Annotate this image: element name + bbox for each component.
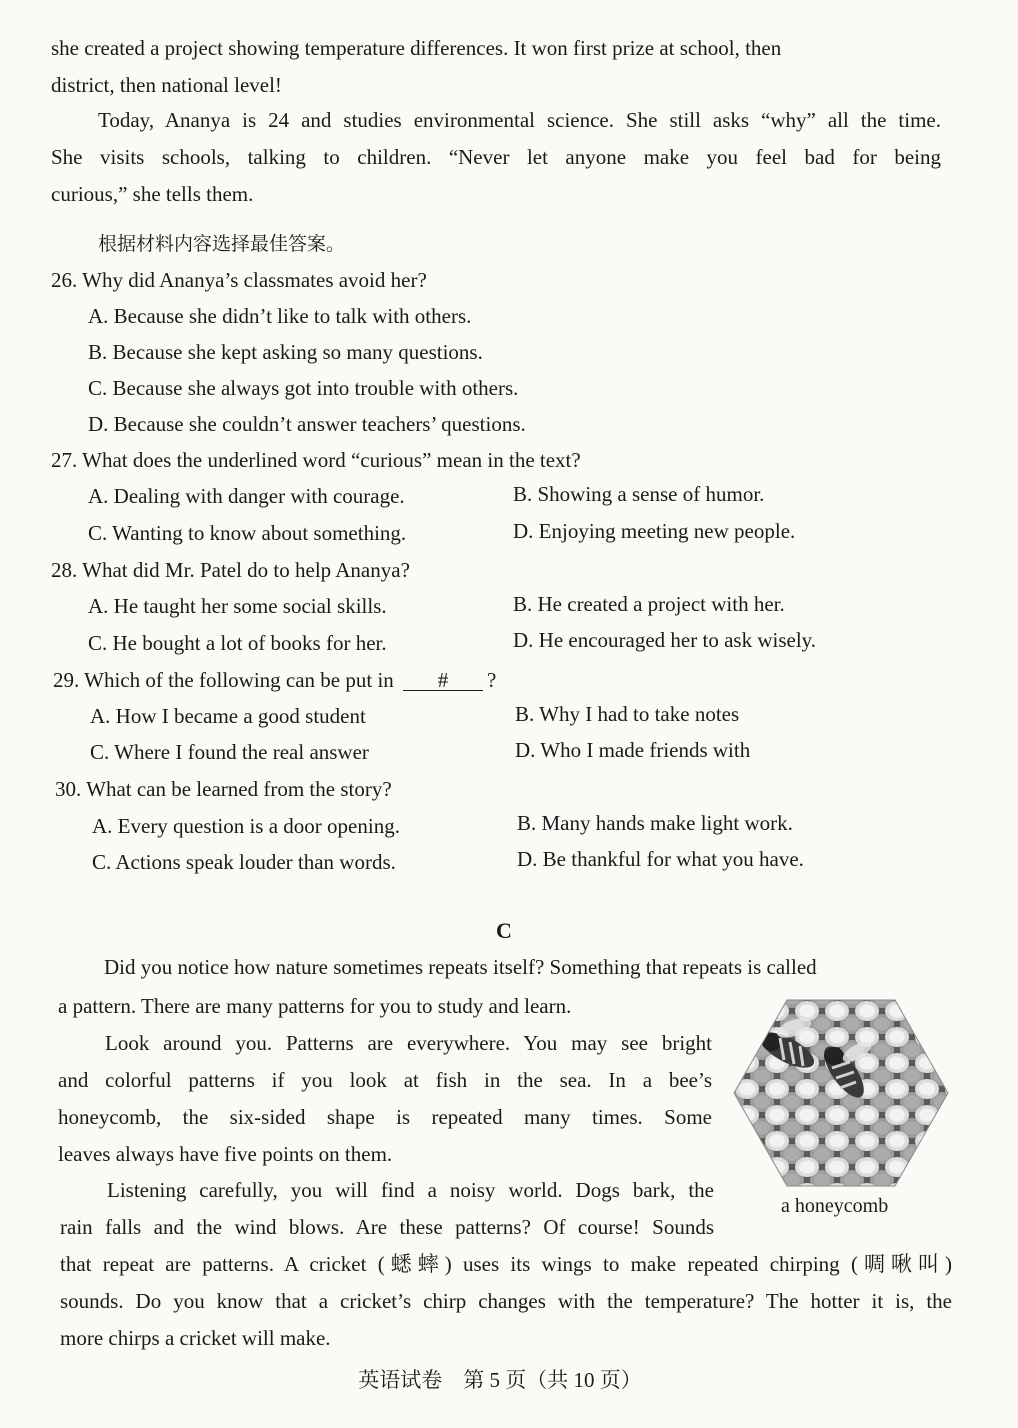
- answer-blank: #: [403, 670, 483, 691]
- text-line: and colorful patterns if you look at fish in the sea. In a bee’s: [58, 1068, 712, 1092]
- question-stem: 30. What can be learned from the story?: [55, 777, 392, 801]
- instruction: 根据材料内容选择最佳答案。: [98, 233, 346, 255]
- question-option: C. Actions speak louder than words.: [92, 850, 396, 874]
- question-stem: 26. Why did Ananya’s classmates avoid her?: [51, 268, 427, 292]
- question-stem: [53, 667, 496, 693]
- question-option: D. Because she couldn’t answer teachers’ questions.: [88, 412, 526, 436]
- honeycomb-image: [732, 998, 950, 1188]
- question-option: A. Because she didn’t like to talk with others.: [88, 304, 472, 328]
- question-option: A. Dealing with danger with courage.: [88, 484, 405, 508]
- text-line: Did you notice how nature sometimes repeats itself? Something that repeats is called: [104, 955, 817, 979]
- text-line: more chirps a cricket will make.: [60, 1326, 331, 1350]
- text-line: she created a project showing temperature differences. It won first prize at school, then: [51, 36, 782, 60]
- passage-b-paragraph-1: [51, 30, 941, 104]
- question-option: C. Because she always got into trouble with others.: [88, 376, 519, 400]
- question-option: B. Showing a sense of humor.: [513, 482, 765, 506]
- text-line: a pattern. There are many patterns for you to study and learn.: [58, 994, 572, 1018]
- text-line: Today, Ananya is 24 and studies environmental science. She still asks “why” all the time.: [98, 108, 941, 132]
- question-option: B. He created a project with her.: [513, 592, 785, 616]
- text-line: rain falls and the wind blows. Are these patterns? Of course! Sounds: [60, 1215, 714, 1239]
- page-footer: 英语试卷 第 5 页（共 10 页）: [358, 1368, 642, 1392]
- question-stem: 28. What did Mr. Patel do to help Ananya?: [51, 558, 410, 582]
- question-option: A. Every question is a door opening.: [92, 814, 400, 838]
- question-stem-end: ?: [487, 668, 497, 692]
- question-option: D. He encouraged her to ask wisely.: [513, 628, 817, 652]
- question-option: D. Be thankful for what you have.: [517, 847, 804, 871]
- section-title: C: [496, 918, 512, 943]
- text-line: Listening carefully, you will find a noisy world. Dogs bark, the: [107, 1178, 714, 1202]
- question-option: D. Enjoying meeting new people.: [513, 519, 796, 543]
- honeycomb-illustration: [732, 998, 950, 1188]
- question-option: B. Because she kept asking so many questions.: [88, 340, 483, 364]
- question-option: C. He bought a lot of books for her.: [88, 631, 387, 655]
- text-line: district, then national level!: [51, 73, 282, 97]
- text-line: that repeat are patterns. A cricket (蟋蟀) uses its wings to make repeated chirping (啁啾叫): [60, 1252, 952, 1276]
- question-option: D. Who I made friends with: [515, 738, 751, 762]
- question-stem: 27. What does the underlined word “curious” mean in the text?: [51, 448, 581, 472]
- text-line: sounds. Do you know that a cricket’s chirp changes with the temperature? The hotter it is, the: [60, 1289, 952, 1313]
- text-line: Look around you. Patterns are everywhere. You may see bright: [105, 1031, 712, 1055]
- question-option: C. Where I found the real answer: [90, 740, 369, 764]
- question-option: A. How I became a good student: [90, 704, 366, 728]
- figure-caption: a honeycomb: [781, 1195, 889, 1217]
- question-option: A. He taught her some social skills.: [88, 594, 387, 618]
- text-line: She visits schools, talking to children. “Never let anyone make you feel bad for being: [51, 145, 941, 169]
- question-option: B. Many hands make light work.: [517, 811, 793, 835]
- passage-b-paragraph-2: [51, 102, 941, 213]
- question-option: B. Why I had to take notes: [515, 702, 740, 726]
- section-c-paragraph-3-cont: [60, 1246, 952, 1357]
- text-line: honeycomb, the six-sided shape is repeated many times. Some: [58, 1105, 712, 1129]
- text-line: curious,” she tells them.: [51, 182, 254, 206]
- question-option: C. Wanting to know about something.: [88, 521, 407, 545]
- question-stem-text: 29. Which of the following can be put in: [53, 668, 394, 692]
- section-c-paragraph-2: [58, 1025, 712, 1173]
- text-line: leaves always have five points on them.: [58, 1142, 393, 1166]
- section-c-paragraph-3: [60, 1172, 714, 1246]
